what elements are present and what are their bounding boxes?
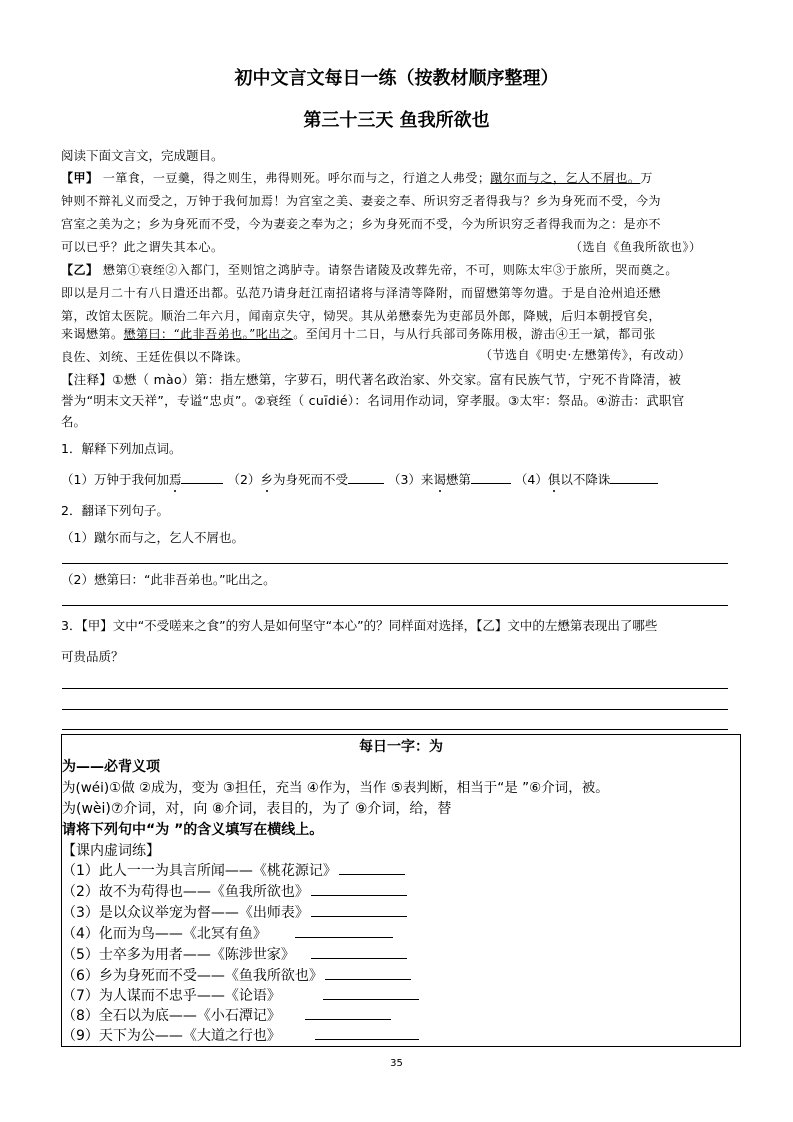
passage-yi-line-5: 良佐、刘统、王廷佐俱以不降诛。 [61,350,249,364]
page-number: 35 [390,1058,403,1069]
exercise-text: （7）为人谋而不忠乎——《论语》 [62,988,281,1004]
exercise-blank[interactable] [295,924,393,938]
exercise-blank[interactable] [315,1026,419,1040]
daily-word-section: 【课内虚词练】 [62,843,160,859]
q1-item-4-dotted: 俱 [547,472,561,487]
exercise-text: （8）全石以为底——《小石潭记》 [62,1008,281,1024]
passage-yi-line-1 [61,262,678,278]
instruction: 阅读下面文言文，完成题目。 [61,148,224,163]
page-subtitle: 第三十三天 鱼我所欲也 [303,110,490,131]
question-2-sentence-2: （2）懋第曰：“此非吾弟也。”叱出之。 [61,572,276,587]
exercise-blank[interactable] [311,945,407,959]
passage-yi-line-4 [61,326,656,342]
answer-line[interactable] [62,563,728,564]
q1-item-2-dotted: 乡 [260,472,273,487]
passage-jia-line-2: 钟则不辩礼义而受之，万钟于我何加焉！为宫室之美、妻妾之奉、所识穷乏者得我与？乡为身死而不受，今为 [61,194,662,208]
page-title: 初中文言文每日一练（按教材顺序整理） [234,68,559,89]
passage-jia-tag: 【甲】 [61,171,99,185]
passage-jia-underlined: 蹴尔而与之，乞人不屑也。 [490,171,641,185]
exercise-item [62,903,407,923]
q1-item-3-text: 懋第 [445,472,471,487]
daily-word-prompt: 请将下列句中“为 ”的含义填写在横线上。 [62,822,324,838]
exercise-item [62,1006,391,1026]
passage-yi-text: 来谒懋第。 [61,327,124,341]
question-1-title: 1．解释下列加点词。 [61,441,182,456]
passage-yi-line-3: 第，改馆太医院。顺治二年六月，闻南京失守，恸哭。其从弟懋泰先为吏部员外郎，降贼，后归本朝授官矣， [61,309,662,323]
answer-line[interactable] [62,729,728,730]
passage-yi-line-2: 即以是月二十有八日遣还出都。弘范乃请身赶江南招诸将与泽清等降附，而留懋第等勿遣。于是自沧州追还懋 [61,286,662,300]
exercise-blank[interactable] [323,986,419,1000]
q1-item-1-dotted: 焉 [168,472,182,487]
q1-item-1-text: （1）万钟于我何加 [61,472,169,487]
answer-line[interactable] [62,709,728,710]
q1-blank-3[interactable] [471,470,511,484]
answer-line[interactable] [62,605,728,606]
passage-jia-line-3: 宫室之美为之；乡为身死而不受，今为妻妾之奉为之；乡为身死而不受，今为所识穷乏者得我而为之：是亦不 [61,217,662,231]
q1-blank-2[interactable] [348,470,384,484]
q1-item-2-text: 为身死而不受 [272,472,348,487]
exercise-text: （2）故不为苟得也——《鱼我所欲也》 [62,884,309,900]
exercise-item [62,1026,419,1046]
passage-jia-text: 一箪食，一豆羹，得之则生，弗得则死。呼尔而与之，行道之人弗受； [102,171,491,185]
q1-item-4-text: （4） [514,472,548,487]
passage-jia-text: 万 [640,171,653,185]
q1-item-4-text: 以不降诛 [560,472,611,487]
question-2-sentence-1: （1）蹴尔而与之，乞人不屑也。 [61,530,244,545]
passage-yi-underlined: 懋第曰：“此非吾弟也。”叱出之 [123,327,294,341]
question-1-items [61,470,658,488]
notes-line-3: 名。 [61,414,87,429]
exercise-text: （1）此人一一为具言所闻——《桃花源记》 [62,863,337,879]
exercise-text: （5）士卒多为用者——《陈涉世家》 [62,947,295,963]
passage-yi-text: 。至闰月十二日，与从行兵部司务陈用极，游击④王一斌，都司张 [293,327,656,341]
passage-yi-tag: 【乙】 [61,263,99,277]
exercise-item [62,882,407,902]
q1-item-3-dotted: 谒 [433,472,446,487]
exercise-item [62,986,419,1006]
exercise-text: （4）化而为鸟——《北冥有鱼》 [62,926,267,942]
exercise-blank[interactable] [305,1006,391,1020]
question-3-line-2: 可贵品质？ [61,649,124,664]
question-2-title: 2．翻译下列句子。 [61,503,169,518]
answer-line[interactable] [62,688,728,689]
exercise-blank[interactable] [339,861,405,875]
exercise-blank[interactable] [311,882,407,896]
exercise-blank[interactable] [311,903,407,917]
exercise-blank[interactable] [325,966,411,980]
q1-blank-1[interactable] [181,470,223,484]
notes-line-1: 【注释】①懋（ mào）第：指左懋第，字萝石，明代著名政治家、外交家。富有民族气节，宁死不肯降清，被 [61,372,682,387]
notes-line-2: 誉为“明末文天祥”，专谥“忠贞”。②衰绖（ cuīdié）：名词用作动词，穿孝服。③太牢：祭品。④游击：武职官 [61,393,685,408]
passage-yi-text: 懋第①衰绖②入都门，至则馆之鸿胪寺。请祭告诸陵及改葬先帝，不可，则陈太牢③于旅所，哭而奠之。 [102,263,678,277]
passage-jia-line-4: 可以已乎？此之谓失其本心。 [61,240,224,254]
passage-jia-source: （选自《鱼我所欲也》） [570,240,702,254]
q1-blank-4[interactable] [610,470,658,484]
daily-word-heading: 为——必背义项 [62,759,160,775]
question-3-line-1: 3．【甲】文中“不受嗟来之食”的穷人是如何坚守“本心”的？同样面对选择，【乙】文中的左懋第表现出了哪些 [61,618,658,633]
daily-word-title: 每日一字：为 [359,739,443,755]
exercise-text: （9）天下为公——《大道之行也》 [62,1028,281,1044]
daily-word-definitions-1: 为(wéi)①做 ②成为，变为 ③担任，充当 ④作为，当作 ⑤表判断，相当于“是 ”⑥介词，被。 [62,780,609,796]
passage-yi-source: （节选自《明史·左懋第传》，有改动） [480,348,691,362]
q1-item-2-text: （2） [227,472,261,487]
exercise-text: （3）是以众议举宠为督——《出师表》 [62,905,309,921]
exercise-item [62,966,411,986]
exercise-text: （6）乡为身死而不受——《鱼我所欲也》 [62,968,323,984]
exercise-item [62,861,405,881]
exercise-item [62,945,407,965]
q1-item-3-text: （3）来 [387,472,434,487]
exercise-item [62,924,393,944]
passage-jia-line-1 [61,170,653,186]
daily-word-definitions-2: 为(wèi)⑦介词，对，向 ⑧介词，表目的，为了 ⑨介词，给，替 [62,801,452,817]
